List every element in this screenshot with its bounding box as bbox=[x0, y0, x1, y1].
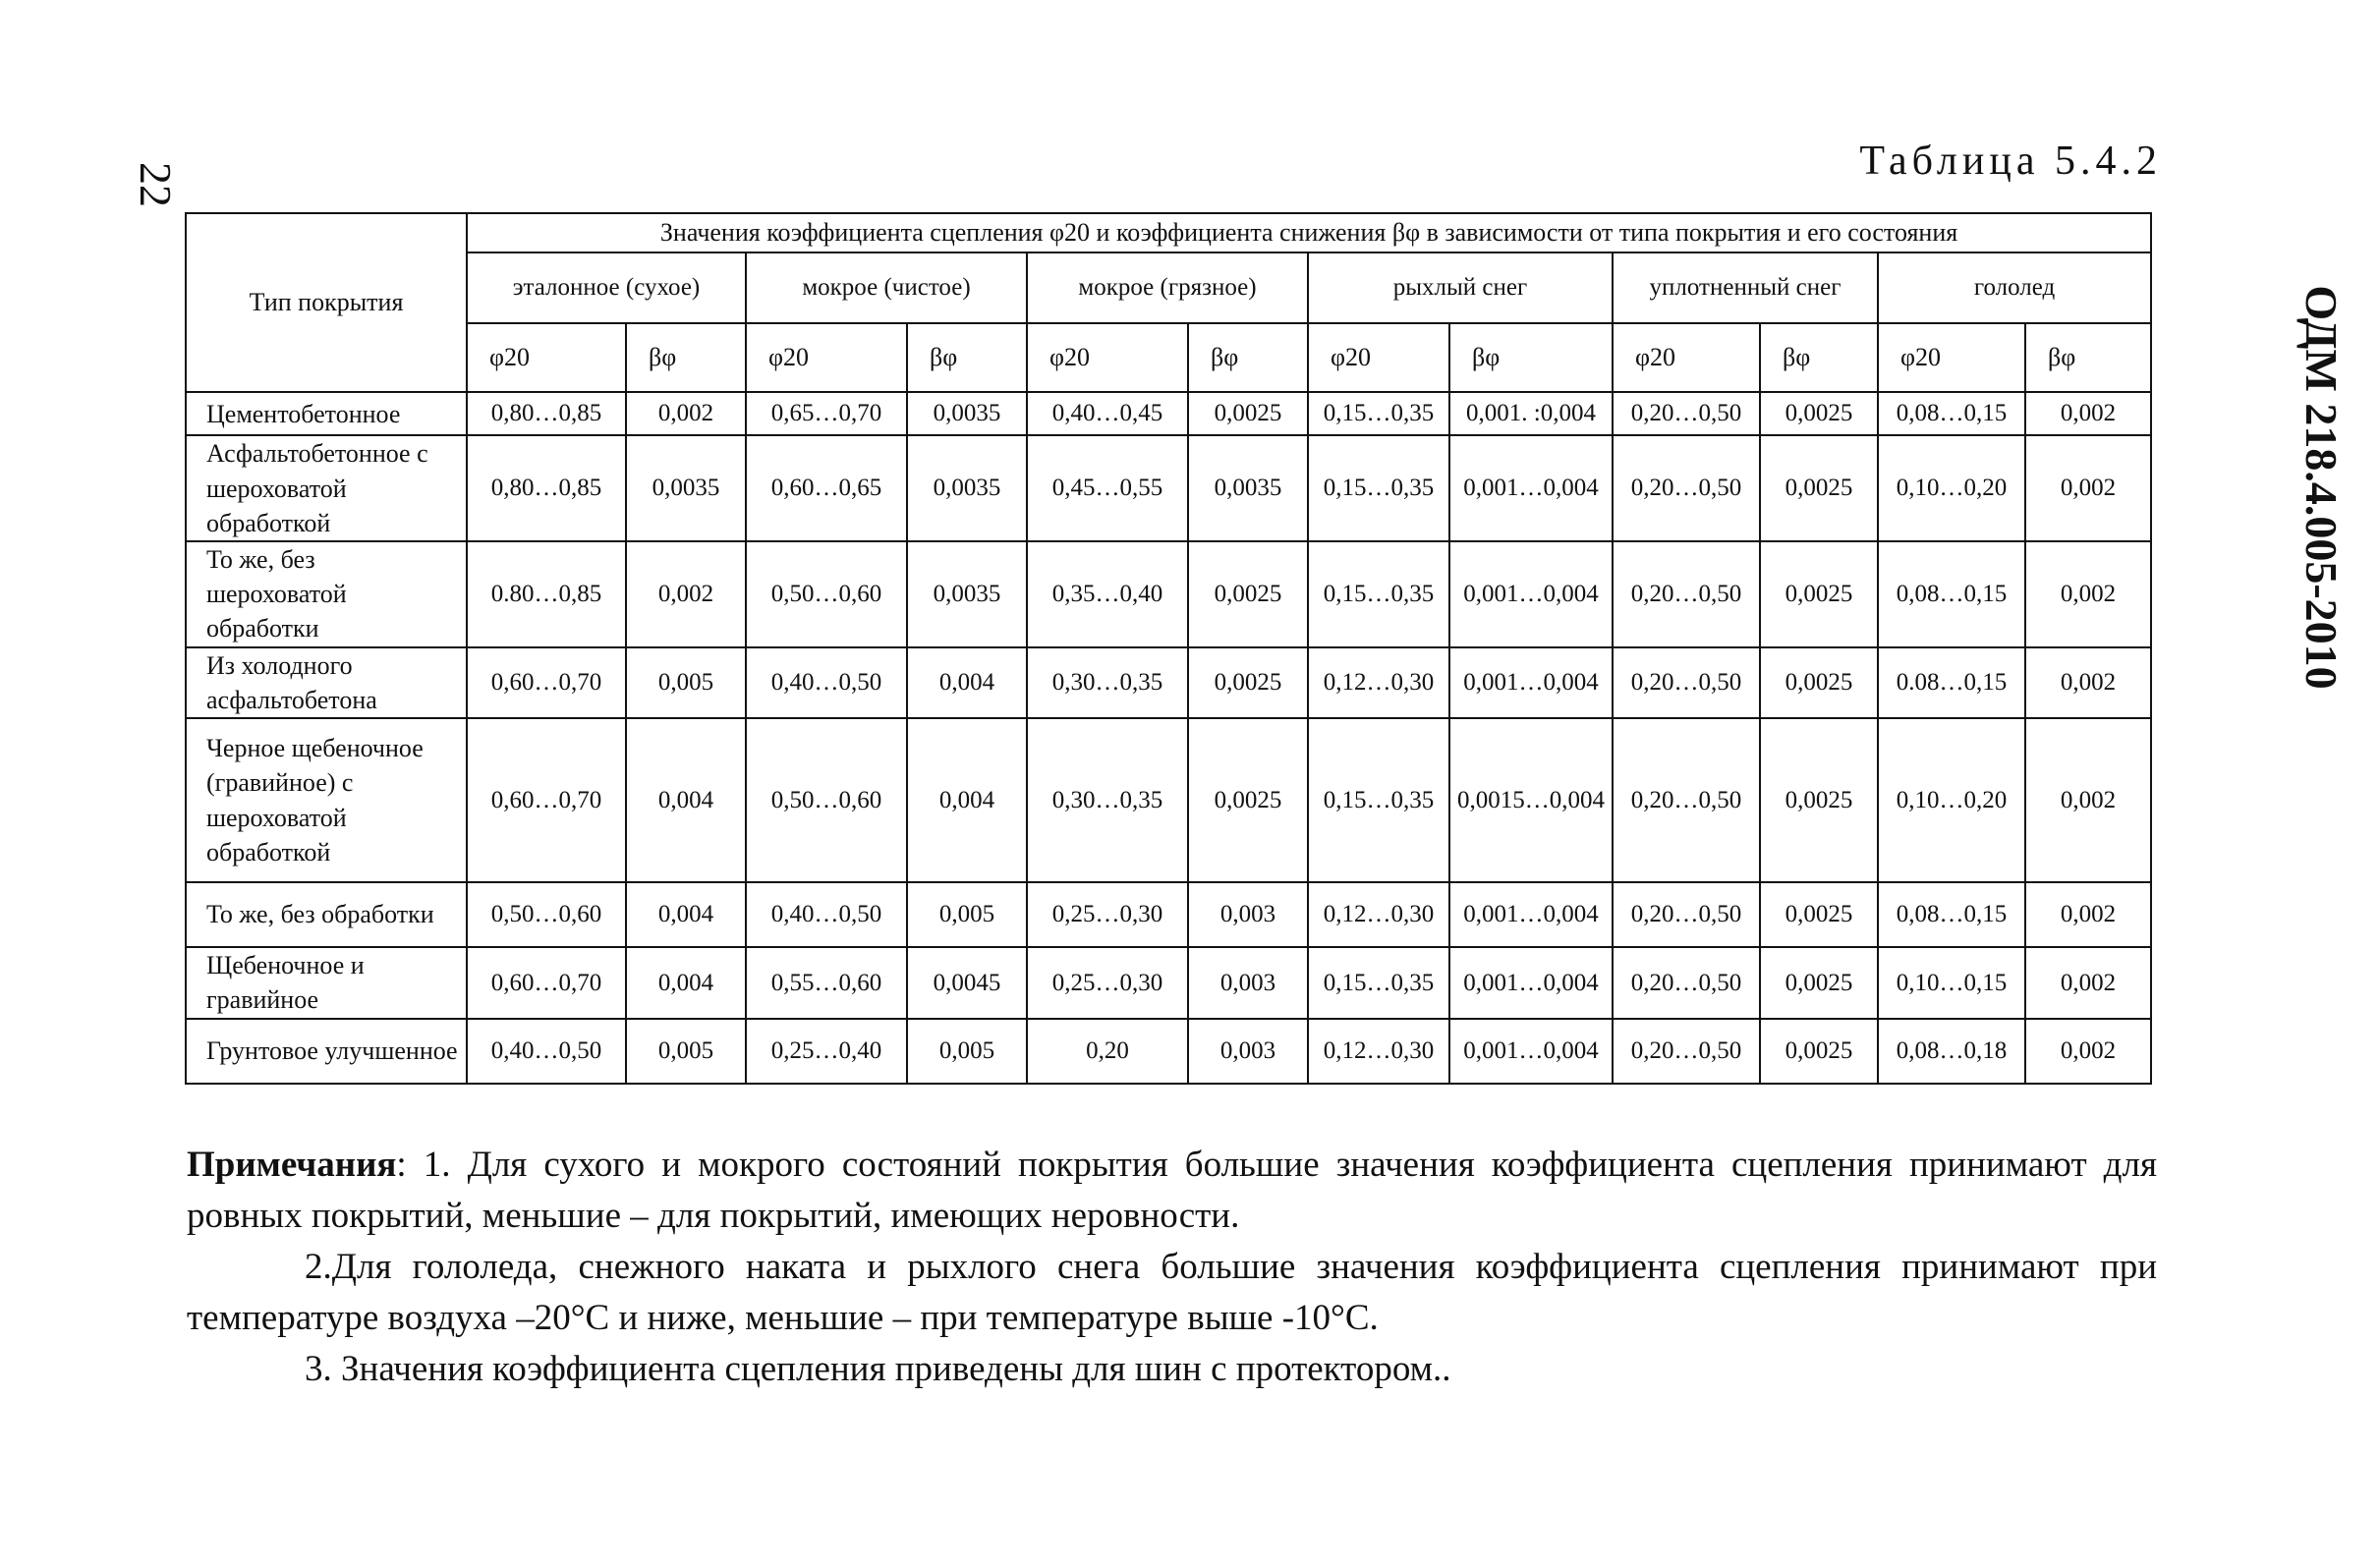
surface-type-cell: Щебеночное и гравийное bbox=[186, 947, 467, 1019]
condition-header: уплотненный снег bbox=[1613, 252, 1878, 323]
surface-type-cell: Из холодного асфальтобетона bbox=[186, 647, 467, 719]
value-cell: 0,50…0,60 bbox=[746, 541, 907, 647]
value-cell: 0,25…0,30 bbox=[1027, 882, 1188, 947]
value-cell: 0,10…0,20 bbox=[1878, 435, 2025, 541]
value-cell: 0,004 bbox=[907, 647, 1027, 719]
condition-header: эталонное (сухое) bbox=[467, 252, 746, 323]
value-cell: 0,60…0,65 bbox=[746, 435, 907, 541]
value-cell: 0,0025 bbox=[1188, 541, 1308, 647]
value-cell: 0,20…0,50 bbox=[1613, 392, 1760, 435]
value-cell: 0,50…0,60 bbox=[467, 882, 626, 947]
symbol-header: φ20 bbox=[1308, 323, 1449, 392]
value-cell: 0,005 bbox=[907, 1019, 1027, 1084]
condition-header: гололед bbox=[1878, 252, 2151, 323]
value-cell: 0,0025 bbox=[1188, 718, 1308, 882]
table-row bbox=[186, 435, 2151, 541]
value-cell: 0,40…0,45 bbox=[1027, 392, 1188, 435]
symbol-header: βφ bbox=[1449, 323, 1613, 392]
value-cell: 0,25…0,30 bbox=[1027, 947, 1188, 1019]
table-row bbox=[186, 1019, 2151, 1084]
value-cell: 0,20…0,50 bbox=[1613, 882, 1760, 947]
value-cell: 0,003 bbox=[1188, 947, 1308, 1019]
condition-header: мокрое (чистое) bbox=[746, 252, 1027, 323]
symbol-header: βφ bbox=[1760, 323, 1878, 392]
value-cell: 0,20…0,50 bbox=[1613, 647, 1760, 719]
value-cell: 0,0025 bbox=[1188, 647, 1308, 719]
value-cell: 0,0025 bbox=[1760, 718, 1878, 882]
value-cell: 0,001…0,004 bbox=[1449, 1019, 1613, 1084]
value-cell: 0,0035 bbox=[1188, 435, 1308, 541]
symbol-header: βφ bbox=[2025, 323, 2151, 392]
note-1 bbox=[187, 1140, 2157, 1242]
value-cell: 0,002 bbox=[2025, 392, 2151, 435]
table-row bbox=[186, 392, 2151, 435]
value-cell: 0,0035 bbox=[907, 435, 1027, 541]
value-cell: 0,25…0,40 bbox=[746, 1019, 907, 1084]
table-row bbox=[186, 947, 2151, 1019]
value-cell: 0,65…0,70 bbox=[746, 392, 907, 435]
value-cell: 0,12…0,30 bbox=[1308, 882, 1449, 947]
value-cell: 0,80…0,85 bbox=[467, 392, 626, 435]
value-cell: 0,001…0,004 bbox=[1449, 947, 1613, 1019]
symbol-header: φ20 bbox=[1027, 323, 1188, 392]
value-cell: 0,005 bbox=[626, 647, 746, 719]
value-cell: 0,60…0,70 bbox=[467, 718, 626, 882]
value-cell: 0,002 bbox=[2025, 647, 2151, 719]
symbol-header: βφ bbox=[907, 323, 1027, 392]
symbol-header: φ20 bbox=[746, 323, 907, 392]
value-cell: 0,005 bbox=[626, 1019, 746, 1084]
value-cell: 0,0025 bbox=[1760, 647, 1878, 719]
value-cell: 0,45…0,55 bbox=[1027, 435, 1188, 541]
symbol-header: βφ bbox=[626, 323, 746, 392]
table-row bbox=[186, 647, 2151, 719]
notes bbox=[187, 1140, 2157, 1395]
value-cell: 0,0035 bbox=[907, 541, 1027, 647]
value-cell: 0,0035 bbox=[907, 392, 1027, 435]
value-cell: 0,004 bbox=[626, 718, 746, 882]
value-cell: 0,0025 bbox=[1760, 1019, 1878, 1084]
surface-type-cell: Цементобетонное bbox=[186, 392, 467, 435]
value-cell: 0,002 bbox=[626, 392, 746, 435]
value-cell: 0,002 bbox=[2025, 435, 2151, 541]
surface-type-cell: То же, без обработки bbox=[186, 882, 467, 947]
value-cell: 0,20…0,50 bbox=[1613, 435, 1760, 541]
value-cell: 0,0035 bbox=[626, 435, 746, 541]
column-group-header: Значения коэффициента сцепления φ20 и коэффициента снижения βφ в зависимости от типа покрытия и его состояния bbox=[467, 213, 2151, 252]
value-cell: 0,10…0,15 bbox=[1878, 947, 2025, 1019]
value-cell: 0,40…0,50 bbox=[746, 882, 907, 947]
value-cell: 0.08…0,15 bbox=[1878, 647, 2025, 719]
value-cell: 0,55…0,60 bbox=[746, 947, 907, 1019]
value-cell: 0,002 bbox=[2025, 882, 2151, 947]
condition-header: рыхлый снег bbox=[1308, 252, 1613, 323]
value-cell: 0,0015…0,004 bbox=[1449, 718, 1613, 882]
value-cell: 0,003 bbox=[1188, 882, 1308, 947]
page-number: 22 bbox=[131, 162, 181, 207]
symbol-header: φ20 bbox=[1613, 323, 1760, 392]
value-cell: 0,20 bbox=[1027, 1019, 1188, 1084]
value-cell: 0,002 bbox=[626, 541, 746, 647]
value-cell: 0,35…0,40 bbox=[1027, 541, 1188, 647]
value-cell: 0,004 bbox=[626, 882, 746, 947]
document-code: ОДМ 218.4.005-2010 bbox=[2296, 285, 2347, 690]
value-cell: 0,005 bbox=[907, 882, 1027, 947]
value-cell: 0,10…0,20 bbox=[1878, 718, 2025, 882]
table-row bbox=[186, 541, 2151, 647]
table-title: Таблица 5.4.2 bbox=[1859, 139, 2162, 184]
note-1-text: : 1. Для сухого и мокрого состояний покрытия большие значения коэффициента сцепления принимают для ровных покрытий, меньшие – для покрытий, имеющих неровности. bbox=[187, 1145, 2157, 1236]
value-cell: 0,80…0,85 bbox=[467, 435, 626, 541]
value-cell: 0,12…0,30 bbox=[1308, 1019, 1449, 1084]
value-cell: 0,15…0,35 bbox=[1308, 718, 1449, 882]
surface-type-cell: Грунтовое улучшенное bbox=[186, 1019, 467, 1084]
value-cell: 0,15…0,35 bbox=[1308, 435, 1449, 541]
value-cell: 0,0025 bbox=[1760, 435, 1878, 541]
value-cell: 0,08…0,15 bbox=[1878, 541, 2025, 647]
note-3: 3. Значения коэффициента сцепления приведены для шин с протектором.. bbox=[305, 1349, 1451, 1389]
value-cell: 0,0025 bbox=[1760, 882, 1878, 947]
value-cell: 0,50…0,60 bbox=[746, 718, 907, 882]
value-cell: 0,002 bbox=[2025, 718, 2151, 882]
value-cell: 0,003 bbox=[1188, 1019, 1308, 1084]
value-cell: 0,001…0,004 bbox=[1449, 435, 1613, 541]
value-cell: 0,001. :0,004 bbox=[1449, 392, 1613, 435]
value-cell: 0,12…0,30 bbox=[1308, 647, 1449, 719]
note-2: 2.Для гололеда, снежного наката и рыхлого снега большие значения коэффициента сцепления принимают при температуре воздуха –20°С и ниже, меньшие – при температуре выше -10°С. bbox=[187, 1247, 2157, 1338]
symbol-header: φ20 bbox=[1878, 323, 2025, 392]
value-cell: 0,001…0,004 bbox=[1449, 647, 1613, 719]
notes-label: Примечания bbox=[187, 1145, 397, 1185]
value-cell: 0,002 bbox=[2025, 947, 2151, 1019]
value-cell: 0,001…0,004 bbox=[1449, 882, 1613, 947]
value-cell: 0,0025 bbox=[1188, 392, 1308, 435]
value-cell: 0,002 bbox=[2025, 541, 2151, 647]
value-cell: 0,08…0,15 bbox=[1878, 392, 2025, 435]
value-cell: 0,20…0,50 bbox=[1613, 718, 1760, 882]
value-cell: 0,20…0,50 bbox=[1613, 947, 1760, 1019]
value-cell: 0.80…0,85 bbox=[467, 541, 626, 647]
value-cell: 0,15…0,35 bbox=[1308, 392, 1449, 435]
value-cell: 0,30…0,35 bbox=[1027, 647, 1188, 719]
value-cell: 0,08…0,15 bbox=[1878, 882, 2025, 947]
value-cell: 0,60…0,70 bbox=[467, 647, 626, 719]
value-cell: 0,0045 bbox=[907, 947, 1027, 1019]
value-cell: 0,004 bbox=[907, 718, 1027, 882]
value-cell: 0,40…0,50 bbox=[467, 1019, 626, 1084]
table-row bbox=[186, 718, 2151, 882]
surface-type-cell: Асфальтобетонное с шероховатой обработкой bbox=[186, 435, 467, 541]
value-cell: 0,15…0,35 bbox=[1308, 541, 1449, 647]
value-cell: 0,0025 bbox=[1760, 541, 1878, 647]
value-cell: 0,001…0,004 bbox=[1449, 541, 1613, 647]
value-cell: 0,20…0,50 bbox=[1613, 1019, 1760, 1084]
value-cell: 0,20…0,50 bbox=[1613, 541, 1760, 647]
value-cell: 0,15…0,35 bbox=[1308, 947, 1449, 1019]
surface-type-cell: То же, без шероховатой обработки bbox=[186, 541, 467, 647]
value-cell: 0,0025 bbox=[1760, 392, 1878, 435]
value-cell: 0,08…0,18 bbox=[1878, 1019, 2025, 1084]
value-cell: 0,002 bbox=[2025, 1019, 2151, 1084]
surface-type-cell: Черное щебеночное (гравийное) с шероховатой обработкой bbox=[186, 718, 467, 882]
friction-coefficient-table bbox=[185, 212, 2152, 1085]
symbol-header: βφ bbox=[1188, 323, 1308, 392]
column-header-surface-type: Тип покрытия bbox=[186, 213, 467, 392]
value-cell: 0,004 bbox=[626, 947, 746, 1019]
value-cell: 0,60…0,70 bbox=[467, 947, 626, 1019]
condition-header: мокрое (грязное) bbox=[1027, 252, 1308, 323]
symbol-header: φ20 bbox=[467, 323, 626, 392]
value-cell: 0,40…0,50 bbox=[746, 647, 907, 719]
value-cell: 0,30…0,35 bbox=[1027, 718, 1188, 882]
value-cell: 0,0025 bbox=[1760, 947, 1878, 1019]
table-row bbox=[186, 882, 2151, 947]
